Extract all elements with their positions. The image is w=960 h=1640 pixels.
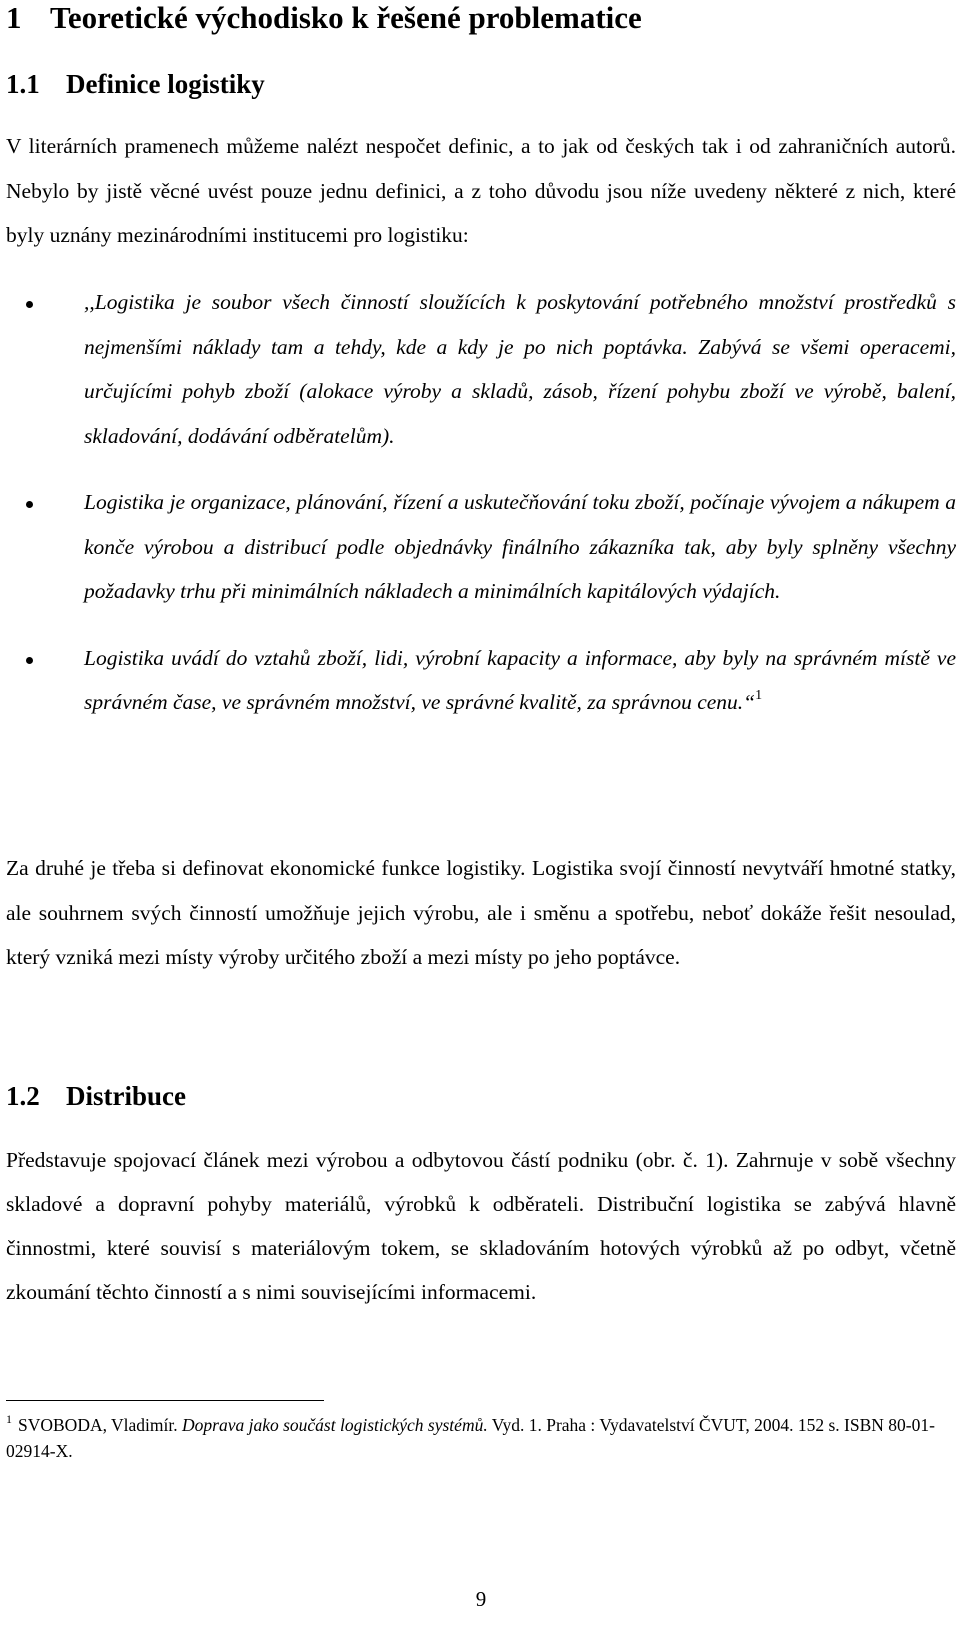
chapter-number: 1 xyxy=(6,0,22,35)
conclusion-paragraph: Za druhé je třeba si definovat ekonomické funkce logistiky. Logistika svojí činností nevytváří hmotné statky, ale souhrnem svých činností umožňuje jejich výrobu, ale i směnu a spotřebu, neboť dokáže řešit nesoulad, který vzniká mezi místy výroby určitého zboží a mezi místy po jeho poptávce. xyxy=(6,856,956,969)
chapter-title: Teoretické východisko k řešené problematice xyxy=(50,0,642,35)
section-heading-distribuce xyxy=(6,1080,186,1112)
definition-item xyxy=(6,480,956,614)
footnote-title: Doprava jako součást logistických systémů. xyxy=(182,1415,488,1435)
definition-text: Logistika uvádí do vztahů zboží, lidi, výrobní kapacity a informace, aby byly na správném místě ve správném čase, ve správném množství, ve správné kvalitě, za správnou cenu.“ xyxy=(84,645,956,714)
definition-text: ,,Logistika je soubor všech činností sloužících k poskytování potřebného množství prostředků s nejmenšími náklady tam a tehdy, kde a kdy je po nich poptávka. Zabývá se všemi operacemi, určujícími pohyb zboží (alokace výroby a skladů, zásob, řízení pohybu zboží ve výrobě, balení, skladování, dodávání odběratelům). xyxy=(84,290,956,448)
definition-item xyxy=(6,636,956,725)
chapter-heading xyxy=(6,0,642,36)
definition-item xyxy=(6,280,956,458)
section-heading-definice xyxy=(6,68,265,100)
footnote-reference[interactable]: 1 xyxy=(755,688,763,703)
intro-paragraph: V literárních pramenech můžeme nalézt nespočet definic, a to jak od českých tak i od zahraničních autorů. Nebylo by jistě věcné uvést pouze jednu definici, a z toho důvodu jsou níže uvedeny některé z nich, které byly uznány mezinárodními institucemi pro logistiku: xyxy=(6,134,956,247)
distribution-paragraph: Představuje spojovací článek mezi výrobou a odbytovou částí podniku (obr. č. 1). Zahrnuje v sobě všechny skladové a dopravní pohyby materiálů, výrobků k odběrateli. Distribuční logistika se zabývá hlavně činnostmi, které souvisí s materiálovým tokem, se skladováním hotových výrobků až po odbyt, včetně zkoumání těchto činností a s nimi souvisejícími informacemi. xyxy=(6,1148,956,1304)
footnote-separator xyxy=(6,1400,324,1401)
bullet-icon xyxy=(26,501,33,508)
page-number: 9 xyxy=(475,1587,487,1611)
bullet-icon xyxy=(26,657,33,664)
footnote-details: Vyd. 1. Praha : Vydavatelství ČVUT, 2004. 152 s. ISBN 80-01-02914-X. xyxy=(6,1415,935,1461)
section-number: 1.1 xyxy=(6,69,40,99)
section-number: 1.2 xyxy=(6,1081,40,1111)
section-title: Definice logistiky xyxy=(66,69,265,99)
section-title: Distribuce xyxy=(66,1081,186,1111)
definition-list xyxy=(6,280,956,725)
footnote xyxy=(6,1412,956,1464)
footnote-author: SVOBODA, Vladimír. xyxy=(18,1415,178,1435)
definition-text: Logistika je organizace, plánování, řízení a uskutečňování toku zboží, počínaje vývojem a nákupem a konče výrobou a distribucí podle objednávky finálního zákazníka tak, aby byly splněny všechny požadavky trhu při minimálních nákladech a minimálních kapitálových výdajích. xyxy=(84,490,956,603)
bullet-icon xyxy=(26,301,33,308)
footnote-marker: 1 xyxy=(6,1412,12,1426)
